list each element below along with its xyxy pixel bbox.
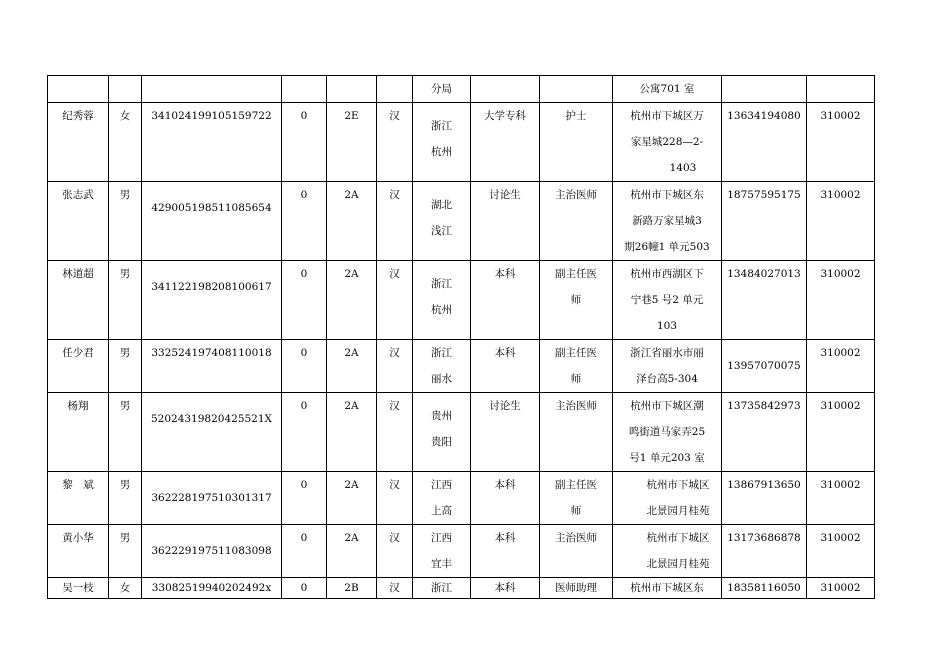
cell-sex: 女 (109, 103, 142, 182)
cell-address: 杭州市下城区 北景园月桂苑 (613, 525, 722, 578)
cell-title: 副主任医 师 (540, 261, 613, 340)
table-row (48, 103, 875, 182)
cell-address: 杭州市下城区万 家星城228—2- 1403 (613, 103, 722, 182)
cell-grade: 2A (327, 340, 377, 393)
cell-grade: 2A (327, 182, 377, 261)
cell-ethnic: 汉 (377, 578, 413, 599)
cell-name: 张志武 (48, 182, 109, 261)
cell-id: 429005198511085654 (142, 182, 282, 261)
cell-zip: 310002 (807, 525, 875, 578)
table-row (48, 340, 875, 393)
cell-sex: 女 (109, 578, 142, 599)
cell-title: 护士 (540, 103, 613, 182)
cell-origin: 分局 (413, 76, 471, 103)
cell-zip: 310002 (807, 578, 875, 599)
cell-name: 纪秀蓉 (48, 103, 109, 182)
table-row (48, 578, 875, 599)
cell-name: 黄小华 (48, 525, 109, 578)
cell-origin: 湖北 浅江 (413, 182, 471, 261)
cell-sex: 男 (109, 393, 142, 472)
cell-edu: 大学专科 (471, 103, 540, 182)
cell-c1: 0 (282, 261, 327, 340)
cell-id: 332524197408110018 (142, 340, 282, 393)
cell-phone: 13173686878 (722, 525, 807, 578)
cell-name: 林道超 (48, 261, 109, 340)
cell-id: 341024199105159722 (142, 103, 282, 182)
cell-c1: 0 (282, 182, 327, 261)
cell-c1: 0 (282, 340, 327, 393)
cell-id: 341122198208100617 (142, 261, 282, 340)
cell-zip: 310002 (807, 472, 875, 525)
cell-grade: 2E (327, 103, 377, 182)
cell-ethnic: 汉 (377, 103, 413, 182)
cell-id: 362229197511083098 (142, 525, 282, 578)
cell-c1: 0 (282, 393, 327, 472)
cell-title: 副主任医 师 (540, 340, 613, 393)
cell-zip: 310002 (807, 340, 875, 393)
cell-address: 公寓701 室 (613, 76, 722, 103)
cell-title: 主治医师 (540, 393, 613, 472)
cell-address: 浙江省丽水市丽 泽台高5-304 (613, 340, 722, 393)
cell-zip: 310002 (807, 182, 875, 261)
table-row (48, 393, 875, 472)
cell-origin: 浙江 杭州 (413, 103, 471, 182)
cell-title: 主治医师 (540, 182, 613, 261)
staff-table (47, 75, 875, 599)
cell-address: 杭州市下城区东 (613, 578, 722, 599)
table-row (48, 525, 875, 578)
cell-id: 33082519940202492x (142, 578, 282, 599)
cell-origin: 江西 上高 (413, 472, 471, 525)
cell-zip: 310002 (807, 103, 875, 182)
cell-name: 任少君 (48, 340, 109, 393)
cell-phone: 13867913650 (722, 472, 807, 525)
cell-name: 黎 斌 (48, 472, 109, 525)
cell-sex: 男 (109, 472, 142, 525)
cell-grade: 2A (327, 261, 377, 340)
cell-origin: 浙江 丽水 (413, 340, 471, 393)
table-row (48, 76, 875, 103)
cell-c1: 0 (282, 472, 327, 525)
cell-ethnic: 汉 (377, 182, 413, 261)
cell-name: 吴一枝 (48, 578, 109, 599)
cell-edu: 本科 (471, 261, 540, 340)
cell-c1: 0 (282, 103, 327, 182)
cell-sex: 男 (109, 261, 142, 340)
cell-edu: 本科 (471, 340, 540, 393)
cell-title: 主治医师 (540, 525, 613, 578)
cell-c1: 0 (282, 578, 327, 599)
cell-phone: 13957070075 (722, 340, 807, 393)
cell-sex: 男 (109, 340, 142, 393)
cell-phone: 13735842973 (722, 393, 807, 472)
cell-origin: 江西 宜丰 (413, 525, 471, 578)
cell-edu: 本科 (471, 525, 540, 578)
cell-grade: 2B (327, 578, 377, 599)
cell-title: 副主任医 师 (540, 472, 613, 525)
cell-edu: 讨论生 (471, 182, 540, 261)
cell-phone: 18757595175 (722, 182, 807, 261)
cell-zip: 310002 (807, 393, 875, 472)
cell-name: 杨翔 (48, 393, 109, 472)
cell-origin: 浙江 杭州 (413, 261, 471, 340)
cell-phone: 13634194080 (722, 103, 807, 182)
cell-edu: 讨论生 (471, 393, 540, 472)
cell-ethnic: 汉 (377, 340, 413, 393)
cell-title: 医师助理 (540, 578, 613, 599)
table-row (48, 472, 875, 525)
cell-c1: 0 (282, 525, 327, 578)
cell-zip: 310002 (807, 261, 875, 340)
cell-origin: 贵州 贵阳 (413, 393, 471, 472)
cell-ethnic: 汉 (377, 261, 413, 340)
table-row (48, 261, 875, 340)
cell-edu: 本科 (471, 472, 540, 525)
cell-address: 杭州市下城区潮 鸣街道马家弄25 号1 单元203 室 (613, 393, 722, 472)
cell-address: 杭州市西湖区下 宁巷5 号2 单元 103 (613, 261, 722, 340)
cell-ethnic: 汉 (377, 525, 413, 578)
cell-ethnic: 汉 (377, 393, 413, 472)
cell-grade: 2A (327, 525, 377, 578)
cell-phone: 18358116050 (722, 578, 807, 599)
cell-origin: 浙江 (413, 578, 471, 599)
cell-phone: 13484027013 (722, 261, 807, 340)
cell-id: 52024319820425521X (142, 393, 282, 472)
cell-grade: 2A (327, 393, 377, 472)
cell-sex: 男 (109, 182, 142, 261)
table-row (48, 182, 875, 261)
cell-sex: 男 (109, 525, 142, 578)
cell-address: 杭州市下城区 北景园月桂苑 (613, 472, 722, 525)
cell-id: 362228197510301317 (142, 472, 282, 525)
cell-address: 杭州市下城区东 新路万家星城3 期26幢1 单元503 (613, 182, 722, 261)
cell-edu: 本科 (471, 578, 540, 599)
cell-ethnic: 汉 (377, 472, 413, 525)
cell-grade: 2A (327, 472, 377, 525)
